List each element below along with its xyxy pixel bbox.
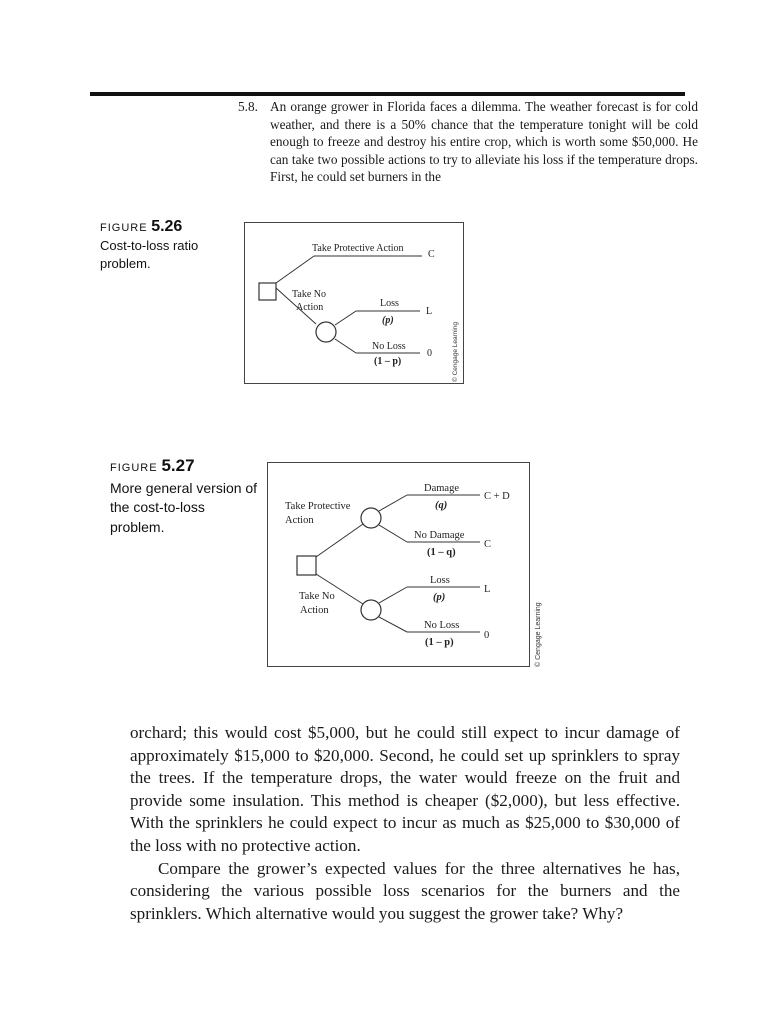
- figure-5-27-diagram: [267, 462, 542, 667]
- no-loss-probability: (1 – p): [425, 637, 454, 648]
- chance-node-no-action-circle: [361, 600, 381, 620]
- problem-number: 5.8.: [238, 99, 258, 114]
- decision-node-square: [297, 556, 316, 575]
- image-credit: © Cengage Learning: [452, 321, 459, 382]
- branch-line-no-loss: [379, 617, 407, 632]
- figure-label-prefix: FIGURE: [100, 222, 148, 234]
- no-loss-label: No Loss: [424, 620, 460, 631]
- action-none-label-line2: Action: [296, 302, 324, 313]
- continuation-paragraph-2: Compare the grower’s expected values for the three alternatives he has, considering the various possible loss scenarios for the burners and the sprinklers. Which alternative would you suggest the grower take? Why?: [130, 858, 680, 923]
- no-loss-outcome: 0: [427, 348, 432, 359]
- no-damage-outcome: C: [484, 539, 492, 550]
- top-rule: [90, 92, 685, 96]
- loss-probability: (p): [382, 315, 394, 326]
- branch-line-loss: [335, 311, 356, 325]
- loss-outcome: L: [426, 306, 433, 317]
- action-protect-label-line1: Take Protective: [285, 501, 351, 512]
- figure-label: [100, 218, 230, 237]
- damage-outcome: C + D: [484, 491, 510, 502]
- damage-probability: (q): [435, 500, 448, 511]
- decision-tree-5-26: [244, 222, 464, 384]
- action-protect-label: Take Protective Action: [312, 243, 404, 254]
- figure-label: [110, 456, 260, 479]
- loss-label: Loss: [380, 298, 399, 309]
- no-loss-outcome: 0: [484, 630, 490, 641]
- decision-node-square: [259, 283, 276, 300]
- figure-label-number: 5.26: [151, 218, 183, 235]
- branch-line-loss: [379, 587, 407, 603]
- chance-node-circle: [316, 322, 336, 342]
- no-damage-label: No Damage: [414, 530, 465, 541]
- no-loss-label: No Loss: [372, 341, 406, 352]
- outcome-protect: C: [428, 249, 435, 260]
- action-none-label-line2: Action: [300, 605, 329, 616]
- branch-line-protect: [316, 524, 363, 557]
- action-none-label-line1: Take No: [299, 591, 335, 602]
- problem-continuation: [130, 722, 680, 925]
- continuation-paragraph-1: orchard; this would cost $5,000, but he could still expect to incur damage of approximately $15,000 to $20,000. Second, he could set up sprinklers to spray the trees. If the temperature drops, the water would freeze on the fruit and provide some insulation. This method is cheaper ($2,000), but less effective. With the sprinklers he could expect to incur as much as $25,000 to $30,000 of the loss with no protective action.: [130, 723, 680, 855]
- action-protect-label-line2: Action: [285, 515, 314, 526]
- problem-5-8: [238, 98, 698, 186]
- decision-tree-5-27: [267, 462, 542, 667]
- no-damage-probability: (1 – q): [427, 547, 456, 558]
- loss-label: Loss: [430, 575, 450, 586]
- no-loss-probability: (1 – p): [374, 356, 402, 367]
- branch-line-protect: [276, 256, 314, 283]
- damage-label: Damage: [424, 483, 459, 494]
- branch-line-damage: [379, 495, 407, 511]
- figure-label-prefix: FIGURE: [110, 462, 158, 474]
- problem-text: An orange grower in Florida faces a dilemma. The weather forecast is for cold weather, and there is a 50% chance that the temperature tonight will be cold enough to freeze and destroy his entire crop, which is worth some $50,000. He can take two possible actions to try to alleviate his loss if the temperature drops. First, he could set burners in the: [270, 99, 698, 185]
- chance-node-protect-circle: [361, 508, 381, 528]
- figure-5-27-caption: [110, 456, 260, 537]
- figure-5-26-diagram: [244, 222, 464, 384]
- loss-outcome: L: [484, 584, 491, 595]
- image-credit: © Cengage Learning: [535, 602, 542, 667]
- action-none-label-line1: Take No: [292, 289, 327, 300]
- figure-5-26-caption: [100, 218, 230, 273]
- figure-label-number: 5.27: [161, 456, 195, 475]
- figure-caption-text: Cost-to-loss ratio problem.: [100, 238, 199, 271]
- loss-probability: (p): [433, 592, 446, 603]
- branch-line-no-loss: [335, 339, 356, 353]
- branch-line-no-damage: [379, 525, 407, 542]
- figure-caption-text: More general version of the cost-to-loss problem.: [110, 479, 258, 535]
